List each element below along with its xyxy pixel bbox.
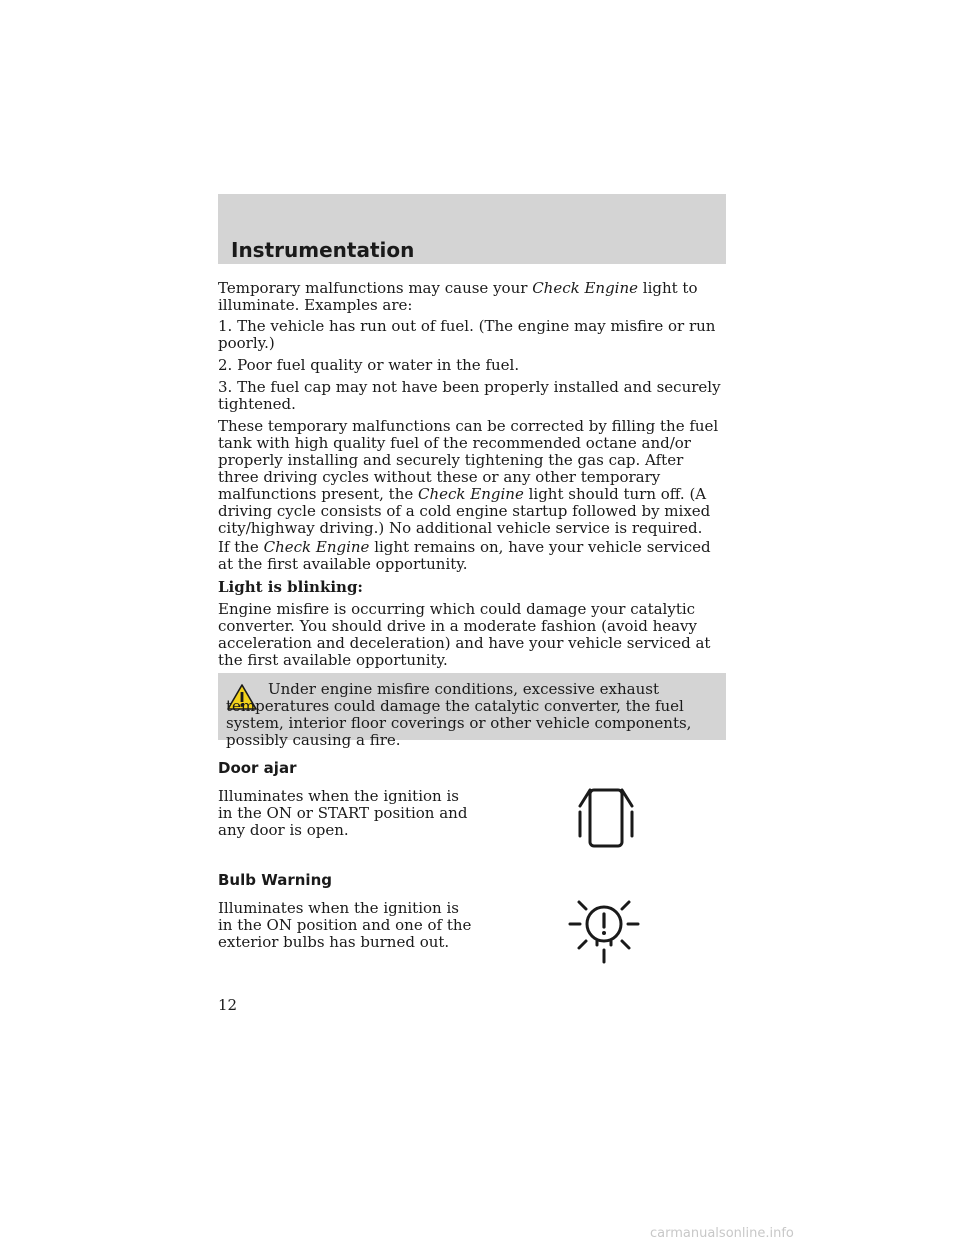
footer-watermark: carmanualsonline.info — [650, 1226, 794, 1241]
warning-box — [218, 673, 726, 749]
door-ajar-heading: Door ajar — [218, 759, 297, 777]
example-item: 1. The vehicle has run out of fuel. (The engine may misfire or run poorly.) — [218, 317, 716, 352]
blinking-paragraph: Engine misfire is occurring which could damage your catalytic converter. You should drive in a moderate fashion (avoid heavy acceleration and deceleration) and have your vehicle serviced at the first available opportunity. — [218, 600, 711, 669]
bulb-warning-text: Illuminates when the ignition is in the ON position and one of the exterior bulbs has burned out. — [218, 899, 472, 951]
section-title: Instrumentation — [231, 238, 415, 262]
page-number: 12 — [218, 996, 238, 1014]
intro-paragraph: Temporary malfunctions may cause your Check Engine light to illuminate. Examples are: — [218, 279, 698, 314]
door-ajar-icon — [574, 784, 638, 850]
blinking-heading: Light is blinking: — [218, 578, 363, 596]
example-item: 3. The fuel cap may not have been properly installed and securely tightened. — [218, 378, 721, 413]
example-item: 2. Poor fuel quality or water in the fuel. — [218, 356, 520, 374]
door-ajar-text: Illuminates when the ignition is in the ON or START position and any door is open. — [218, 787, 468, 839]
section-header — [218, 194, 726, 264]
correction-paragraph: These temporary malfunctions can be corrected by filling the fuel tank with high quality fuel of the recommended octane and/or properly installing and securely tightening the gas cap. After three driving cycles without these or any other temporary malfunctions present, the Check Engine light should turn off. (A driving cycle consists of a cold engine startup followed by mixed city/highway driving.) No additional vehicle service is required. — [218, 417, 719, 537]
bulb-warning-heading: Bulb Warning — [218, 871, 332, 889]
warning-text: Under engine misfire conditions, excessive exhaust temperatures could damage the catalytic converter, the fuel system, interior floor coverings or other vehicle components, possibly causing a fire. — [226, 680, 692, 749]
remains-on-paragraph: If the Check Engine light remains on, have your vehicle serviced at the first available opportunity. — [218, 538, 711, 573]
bulb-warning-icon — [566, 894, 642, 966]
